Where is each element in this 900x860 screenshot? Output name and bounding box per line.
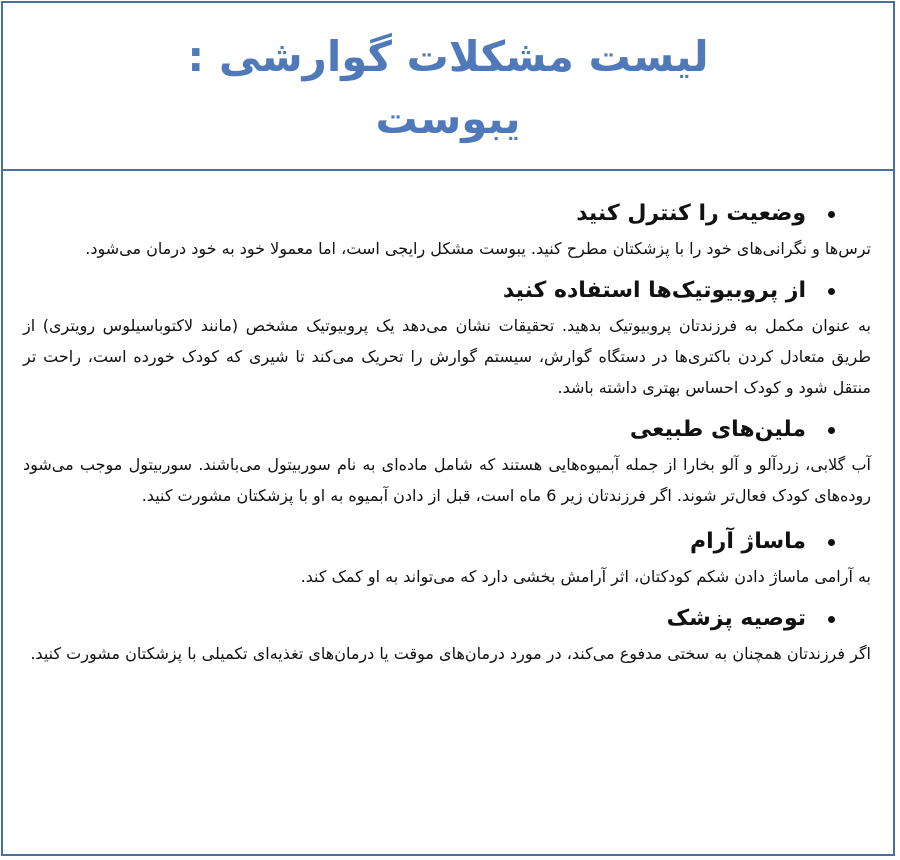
section-doctor-advice (23, 602, 871, 669)
section-body: به عنوان مکمل به فرزندتان پروبیوتیک بدهید. تحقیقات نشان می‌دهد یک پروبیوتیک مشخص (مانند لاکتوباسیلوس رویتری) از طریق متعادل کردن باکتری‌ها در دستگاه گوارش، سیستم گوارش را تحریک می‌کند تا شیری که کودک خورده است، راحت تر منتقل شود و کودک احساس بهتری داشته باشد. (23, 316, 871, 397)
section-heading-text: ملین‌های طبیعی (629, 417, 806, 442)
section-heading-text: توصیه پزشک (666, 606, 806, 631)
section-heading (23, 602, 871, 636)
content-area (3, 171, 893, 669)
section-body: اگر فرزندتان همچنان به سختی مدفوع می‌کند، در مورد درمان‌های موقت یا درمان‌های تغذیه‌ای تکمیلی با پزشکتان مشورت کنید. (30, 644, 871, 663)
section-heading (23, 525, 871, 559)
section-heading-text: از پروبیوتیک‌ها استفاده کنید (502, 278, 806, 303)
section-heading-text: وضعیت را کنترل کنید (576, 201, 806, 226)
bullet-icon (828, 616, 835, 623)
section-body: آب گلابی، زردآلو و آلو بخارا از جمله آبمیوه‌هایی هستند که شامل ماده‌ای به نام سوربیتول می‌باشند. سوربیتول موجب می‌شود روده‌های کودک فعال‌تر شوند. اگر فرزندتان زیر 6 ماه است، قبل از دادن آبمیوه به او با پزشکتان مشورت کنید. (23, 455, 871, 505)
section-gentle-massage (23, 525, 871, 592)
document-frame (1, 1, 895, 856)
section-body: ترس‌ها و نگرانی‌های خود را با پزشکتان مطرح کنید. یبوست مشکل رایجی است، اما معمولا خود به خود درمان می‌شود. (85, 239, 871, 258)
bullet-icon (828, 427, 835, 434)
page-title-line-2: یبوست (375, 94, 521, 143)
section-heading (23, 274, 871, 308)
bullet-icon (828, 539, 835, 546)
section-probiotics (23, 274, 871, 403)
bullet-icon (828, 288, 835, 295)
page-title-line-1: لیست مشکلات گوارشی : (187, 32, 709, 81)
section-heading (23, 197, 871, 231)
title-header (3, 3, 893, 171)
section-heading (23, 413, 871, 447)
section-body: به آرامی ماساژ دادن شکم کودکتان، اثر آرامش بخشی دارد که می‌تواند به او کمک کند. (300, 567, 871, 586)
bullet-icon (828, 211, 835, 218)
section-monitor (23, 197, 871, 264)
section-heading-text: ماساژ آرام (690, 529, 806, 554)
section-natural-laxatives (23, 413, 871, 511)
